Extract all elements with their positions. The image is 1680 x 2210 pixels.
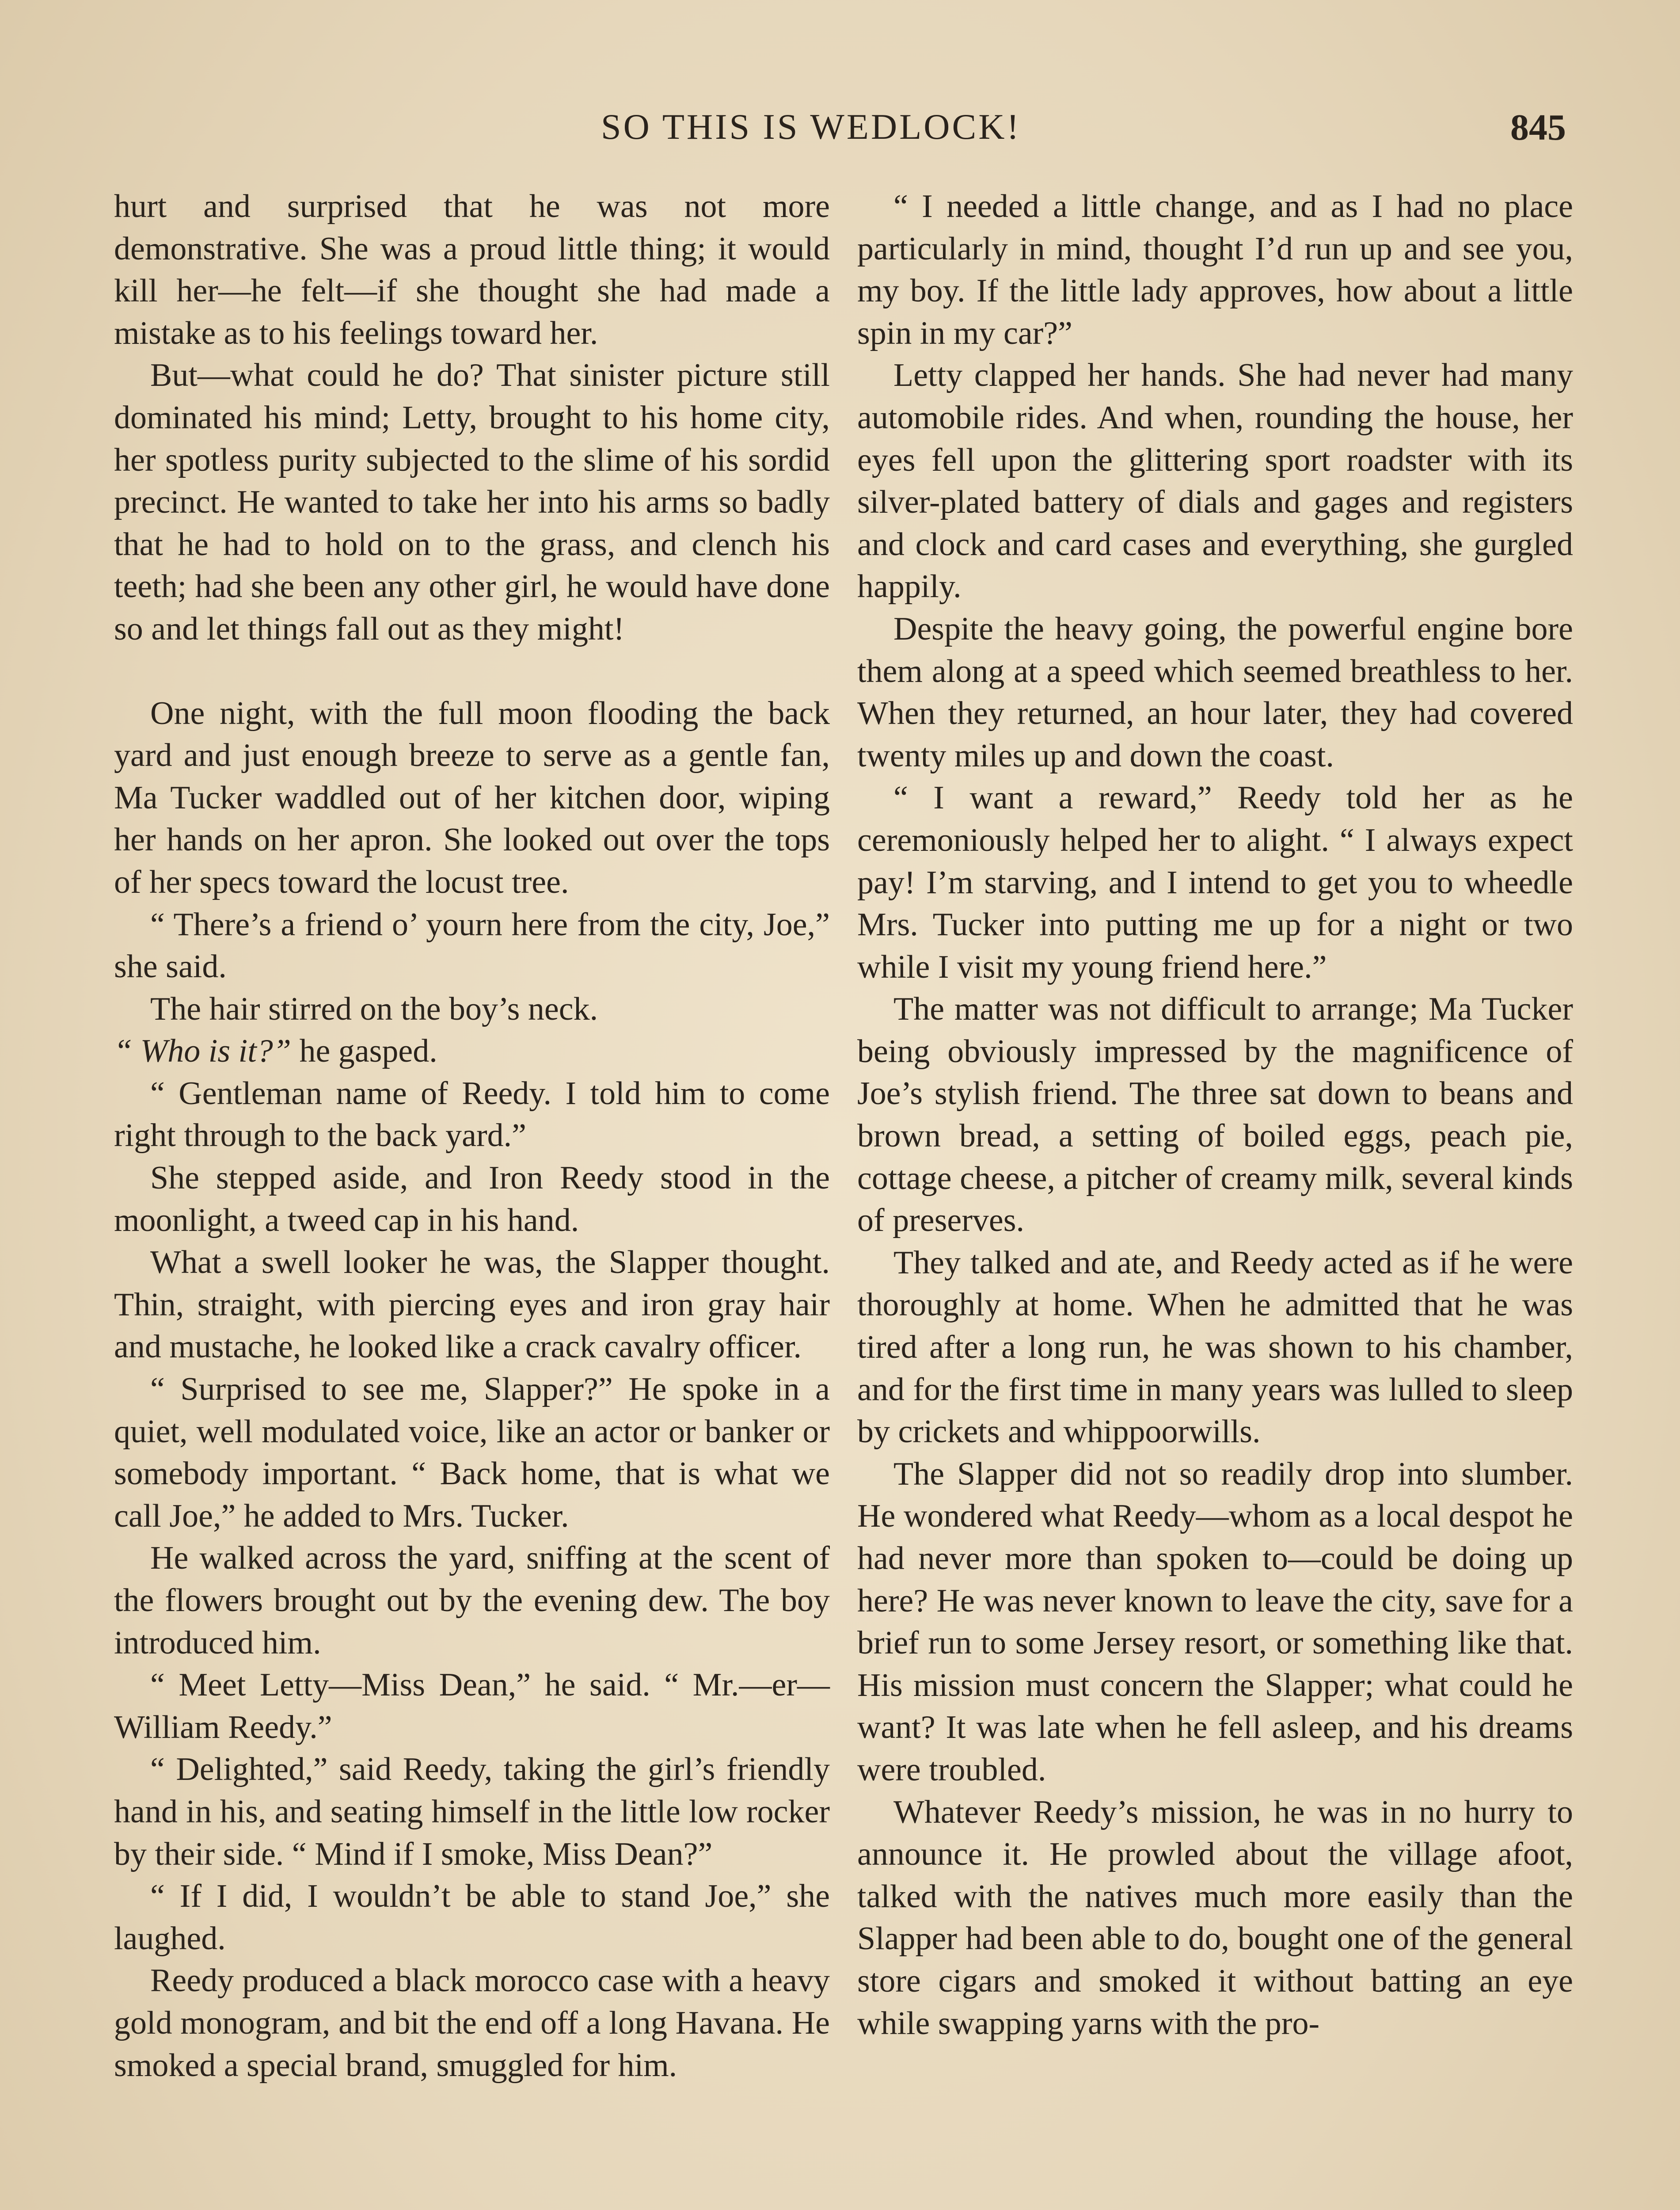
paragraph: What a swell looker he was, the Slapper thought. Thin, straight, with piercing eyes and iron gray hair and mustache, he looked like a crack cavalry officer. <box>114 1244 830 1365</box>
left-column <box>114 186 830 2087</box>
paragraph: “ Surprised to see me, Slapper?” He spoke in a quiet, well modulated voice, like an actor or banker or somebody important. “ Back home, that is what we call Joe,” he added to Mrs. Tucker. <box>114 1371 830 1534</box>
paragraph: hurt and surprised that he was not more demonstrative. She was a proud little thing; it would kill her—he felt—if she thought she had made a mistake as to his feelings toward her. <box>114 188 830 351</box>
paragraph: She stepped aside, and Iron Reedy stood in the moonlight, a tweed cap in his hand. <box>114 1160 830 1238</box>
paragraph: “ If I did, I wouldn’t be able to stand Joe,” she laughed. <box>114 1878 830 1957</box>
paragraph: One night, with the full moon flooding the back yard and just enough breeze to serve as a gentle fan, Ma Tucker waddled out of her kitchen door, wiping her hands on her apron. She looked out over the tops of her specs toward the locust tree. <box>114 695 830 900</box>
paragraph: Letty clapped her hands. She had never had many automobile rides. And when, rounding the house, her eyes fell upon the glittering sport roadster with its silver-plated battery of dials and gages and registers and clock and card cases and everything, she gurgled happily. <box>857 357 1573 605</box>
page-number: 845 <box>1510 107 1566 148</box>
paragraph: “ Gentleman name of Reedy. I told him to come right through to the back yard.” <box>114 1075 830 1154</box>
paragraph: The Slapper did not so readily drop into slumber. He wondered what Reedy—whom as a local despot he had never more than spoken to—could be doing up here? He was never known to leave the city, save for a brief run to some Jersey resort, or something like that. His mission must concern the Slapper; what could he want? It was late when he fell asleep, and his dreams were troubled. <box>857 1456 1573 1788</box>
running-title: SO THIS IS WEDLOCK! <box>601 107 1021 147</box>
paragraph: “ I needed a little change, and as I had no place particularly in mind, thought I’d run up and see you, my boy. If the little lady approves, how about a little spin in my car?” <box>857 188 1573 351</box>
paragraph: He walked across the yard, sniffing at the scent of the flowers brought out by the evening dew. The boy introduced him. <box>114 1540 830 1661</box>
paragraph: The hair stirred on the boy’s neck. <box>150 991 598 1027</box>
paragraph: But—what could he do? That sinister picture still dominated his mind; Letty, brought to his home city, her spotless purity subjected to the slime of his sordid precinct. He wanted to take her into his arms so badly that he had to hold on to the grass, and clench his teeth; had she been any other girl, he would have done so and let things fall out as they might! <box>114 357 830 647</box>
paragraph: “ Meet Letty—Miss Dean,” he said. “ Mr.—er—William Reedy.” <box>114 1667 830 1745</box>
italic-quote: “ Who is it?” <box>114 1033 291 1070</box>
paragraph-text: he gasped. <box>291 1033 437 1070</box>
paragraph: Despite the heavy going, the powerful engine bore them along at a speed which seemed breathless to her. When they returned, an hour later, they had covered twenty miles up and down the coast. <box>857 610 1573 774</box>
right-column <box>857 186 1573 2045</box>
paragraph <box>114 1030 830 1073</box>
paragraph: Reedy produced a black morocco case with a heavy gold monogram, and bit the end off a long Havana. He smoked a special brand, smuggled for him. <box>114 1962 830 2084</box>
paragraph: “ I want a reward,” Reedy told her as he ceremoniously helped her to alight. “ I always expect pay! I’m starving, and I intend to get you to wheedle Mrs. Tucker into putting me up for a night or two while I visit my young friend here.” <box>857 780 1573 985</box>
paragraph: “ There’s a friend o’ yourn here from the city, Joe,” she said. <box>114 906 830 985</box>
paragraph: The matter was not difficult to arrange; Ma Tucker being obviously impressed by the magnificence of Joe’s stylish friend. The three sat down to beans and brown bread, a setting of boiled eggs, peach pie, cottage cheese, a pitcher of creamy milk, several kinds of preserves. <box>857 991 1573 1239</box>
paragraph: “ Delighted,” said Reedy, taking the girl’s friendly hand in his, and seating himself in the little low rocker by their side. “ Mind if I smoke, Miss Dean?” <box>114 1751 830 1872</box>
paragraph: They talked and ate, and Reedy acted as if he were thoroughly at home. When he admitted that he was tired after a long run, he was shown to his chamber, and for the first time in many years was lulled to sleep by crickets and whippoorwills. <box>857 1244 1573 1450</box>
paragraph: Whatever Reedy’s mission, he was in no hurry to announce it. He prowled about the village afoot, talked with the natives much more easily than the Slapper had been able to do, bought one of the general store cigars and smoked it without batting an eye while swapping yarns with the pro- <box>857 1794 1573 2042</box>
